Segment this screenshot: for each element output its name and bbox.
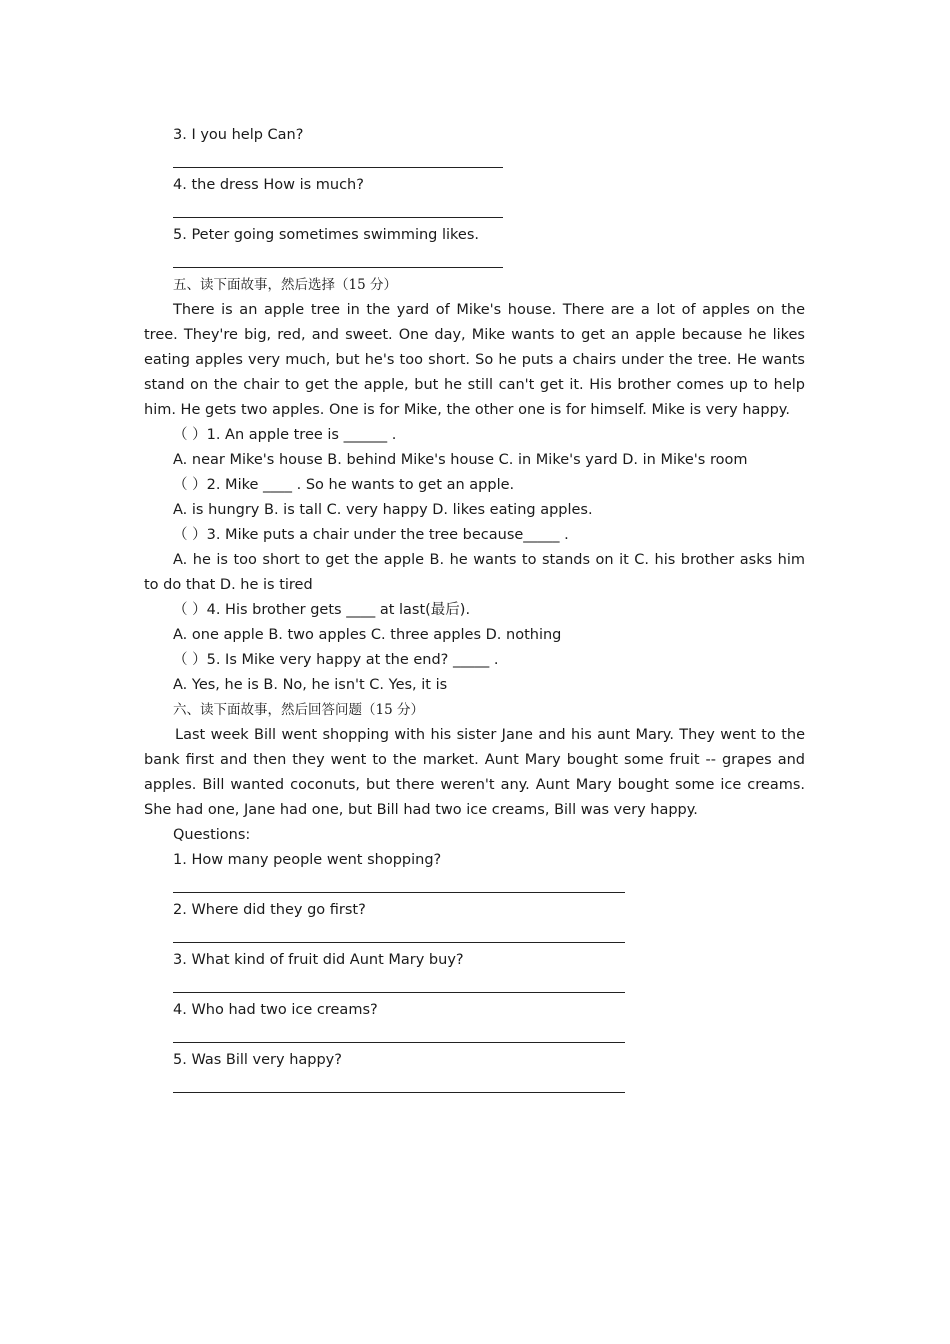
worksheet-page xyxy=(144,123,805,1098)
open-question-4: 4. Who had two ice creams? xyxy=(173,1002,378,1018)
section-5-passage: There is an apple tree in the yard of Mike's house. There are a lot of apples on the tree. They're big, red, and sweet. One day, Mike wants to get an apple because he likes eating apples very much, but he's too short. So he puts a chairs under the tree. He wants stand on the chair to get the apple, but he still can't get it. His brother comes up to help him. He gets two apples. One is for Mike, the other one is for himself. Mike is very happy. xyxy=(144,302,805,418)
mc-options-2: A. is hungry B. is tall C. very happy D. likes eating apples. xyxy=(173,502,593,518)
mc-options-5: A. Yes, he is B. No, he isn't C. Yes, it is xyxy=(173,677,448,693)
open-question-3: 3. What kind of fruit did Aunt Mary buy? xyxy=(173,952,464,968)
reorder-item-3: 3. I you help Can? xyxy=(173,127,304,143)
answer-line[interactable] xyxy=(144,1023,805,1048)
mc-question-2: （ ）2. Mike ____ . So he wants to get an apple. xyxy=(173,477,515,493)
mc-options-1: A. near Mike's house B. behind Mike's house C. in Mike's yard D. in Mike's room xyxy=(173,452,748,468)
open-question-1: 1. How many people went shopping? xyxy=(173,852,442,868)
answer-line[interactable] xyxy=(144,973,805,998)
answer-line[interactable] xyxy=(144,148,805,173)
answer-line[interactable] xyxy=(144,248,805,273)
section-5-heading: 五、读下面故事，然后选择（15 分） xyxy=(173,277,397,293)
questions-label: Questions: xyxy=(173,827,251,843)
mc-question-5: （ ）5. Is Mike very happy at the end? _____ . xyxy=(173,652,499,668)
section-6-heading: 六、读下面故事，然后回答问题（15 分） xyxy=(173,702,424,718)
mc-options-3: A. he is too short to get the apple B. he wants to stands on it C. his brother asks him to do that D. he is tired xyxy=(144,552,805,593)
mc-question-1: （ ）1. An apple tree is ______ . xyxy=(173,427,397,443)
answer-line[interactable] xyxy=(144,198,805,223)
answer-line[interactable] xyxy=(144,1073,805,1098)
mc-options-4: A. one apple B. two apples C. three apples D. nothing xyxy=(173,627,562,643)
answer-line[interactable] xyxy=(144,923,805,948)
mc-question-4: （ ）4. His brother gets ____ at last(最后). xyxy=(173,602,471,618)
mc-question-3: （ ）3. Mike puts a chair under the tree because_____ . xyxy=(173,527,569,543)
answer-line[interactable] xyxy=(144,873,805,898)
open-question-5: 5. Was Bill very happy? xyxy=(173,1052,342,1068)
reorder-item-5: 5. Peter going sometimes swimming likes. xyxy=(173,227,480,243)
section-6-passage: Last week Bill went shopping with his sister Jane and his aunt Mary. They went to the bank first and then they went to the market. Aunt Mary bought some fruit -- grapes and apples. Bill wanted coconuts, but there weren't any. Aunt Mary bought some ice creams. She had one, Jane had one, but Bill had two ice creams, Bill was very happy. xyxy=(144,727,805,818)
reorder-item-4: 4. the dress How is much? xyxy=(173,177,364,193)
open-question-2: 2. Where did they go first? xyxy=(173,902,366,918)
